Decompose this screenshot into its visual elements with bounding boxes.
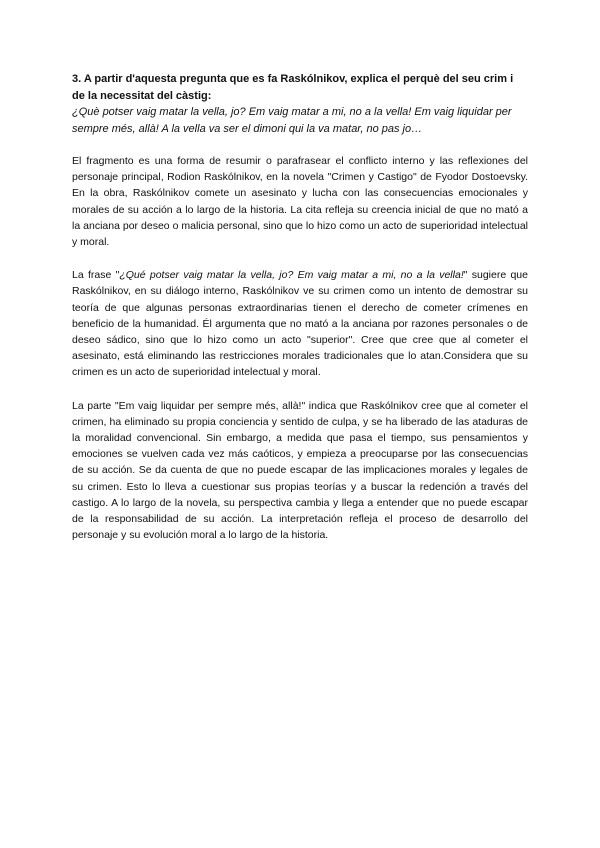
question-quote: ¿Què potser vaig matar la vella, jo? Em vaig matar a mi, no a la vella! Em vaig liquidar per sempre més, allà! A la vella va ser el dimoni qui la va matar, no pas jo… bbox=[72, 106, 512, 135]
document-page bbox=[72, 71, 528, 560]
paragraph-1: El fragmento es una forma de resumir o parafrasear el conflicto interno y las reflexiones del personaje principal, Rodion Raskólnikov, en la novela "Crimen y Castigo" de Fyodor Dostoevsky. En la obra, Raskólnikov comete un asesinato y lucha con las consecuencias emocionales y morales de su acción a lo largo de la historia. La cita refleja su creencia inicial de que no mató a la anciana por deseo o malicia personal, sino que lo hizo como un acto de superioridad intelectual y moral. bbox=[72, 155, 528, 249]
paragraph-2-quote: ¿Qué potser vaig matar la vella, jo? Em vaig matar a mi, no a la vella! bbox=[119, 269, 464, 282]
paragraph-2-after: " sugiere que Raskólnikov, en su diálogo interno, Raskólnikov ve su crimen como un intento de demostrar su teoría de que algunas personas extraordinarias tienen el derecho de cometer crímenes en beneficio de la humanidad. Él argumenta que no mató a la anciana por razones personales o de deseo sádico, sino que lo hizo como un acto "superior". Cree que cree que al cometer el asesinato, está eliminando las restricciones morales tradicionales que lo atan.Considera que su crimen es un acto de superioridad intelectual y moral. bbox=[72, 269, 528, 379]
paragraph-3: La parte "Em vaig liquidar per sempre més, allà!" indica que Raskólnikov cree que al cometer el crimen, ha eliminado su propia conciencia y sentido de culpa, y se ha liberado de las ataduras de la moralidad convencional. Sin embargo, a medida que pasa el tiempo, sus pensamientos y emociones se vuelven cada vez más caóticos, y empieza a preocuparse por las consecuencias de su acción. Se da cuenta de que no puede escapar de las implicaciones morales y legales de su crimen. Esto lo lleva a cuestionar sus propias teorías y a buscar la redención a través del castigo. A lo largo de la novela, su perspectiva cambia y llega a entender que no puede escapar de la responsabilidad de su acción. La interpretación refleja el proceso de desarrollo del personaje y su evolución moral a lo largo de la historia. bbox=[72, 399, 528, 542]
paragraph-2-before: La frase " bbox=[72, 269, 120, 282]
question-title: 3. A partir d'aquesta pregunta que es fa Raskólnikov, explica el perquè del seu crim i de la necessitat del càstig: bbox=[72, 73, 514, 102]
paragraph-2 bbox=[72, 267, 528, 380]
